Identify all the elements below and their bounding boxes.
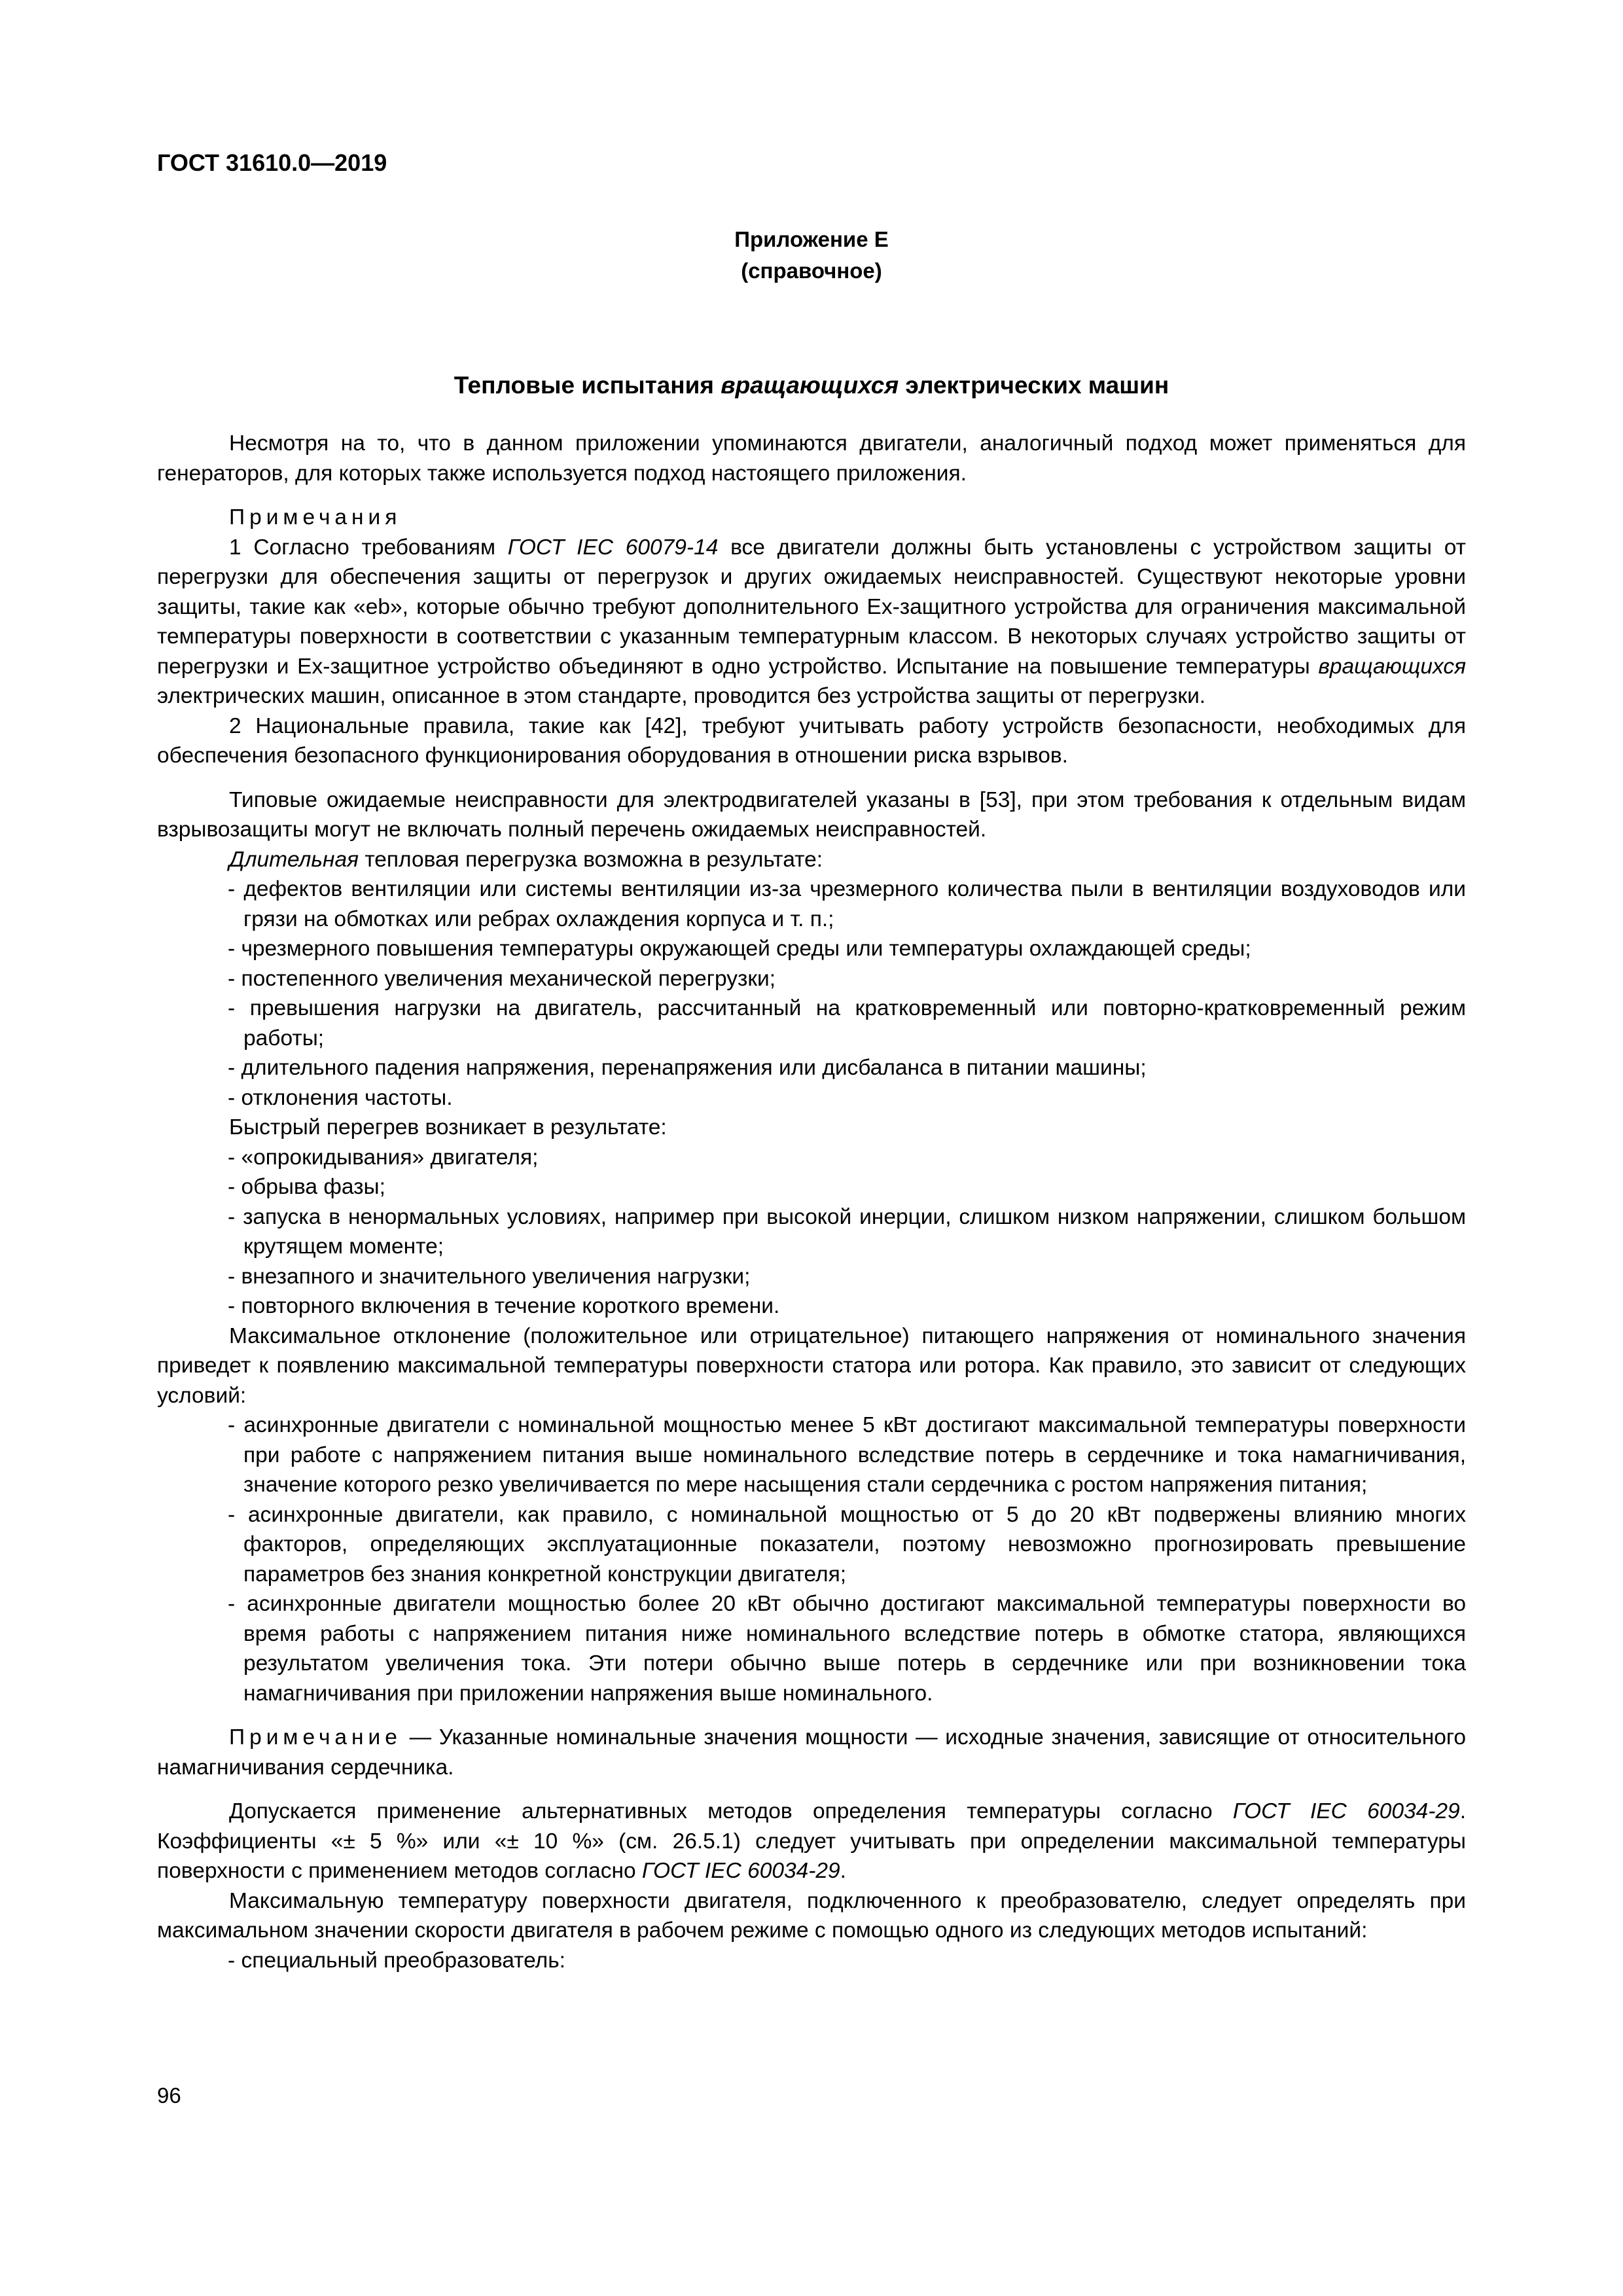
converter-paragraph: Максимальную температуру поверхности двигателя, подключенного к преобразователю, следует определять при максимальном значении скорости двигателя в рабочем режиме с помощью одного из следующих методов испытаний:: [157, 1888, 1466, 1943]
list-item: - дефектов вентиляции или системы вентиляции из-за чрезмерного количества пыли в вентиляции воздуховодов или грязи на обмотках или ребрах охлаждения корпуса и т. п.;: [157, 874, 1466, 934]
page-number: 96: [157, 2083, 181, 2108]
list-item: - запуска в ненормальных условиях, например при высокой инерции, слишком низком напряжении, слишком большом крутящем моменте;: [157, 1202, 1466, 1262]
list-item: - внезапного и значительного увеличения нагрузки;: [157, 1262, 1466, 1292]
list-item: - асинхронные двигатели с номинальной мощностью менее 5 кВт достигают максимальной температуры поверхности при работе с напряжением питания выше номинального вследствие потерь в сердечнике и тока намагничивания, значение которого резко увеличивается по мере насыщения стали сердечника с ростом напряжения питания;: [157, 1410, 1466, 1500]
notes-heading: Примечания: [229, 505, 402, 529]
fast-overheat-list: [157, 1143, 1466, 1321]
list-item: - «опрокидывания» двигателя;: [157, 1143, 1466, 1173]
long-overload-lead: Длительная тепловая перегрузка возможна в результате:: [229, 847, 823, 872]
list-item: - отклонения частоты.: [157, 1083, 1466, 1113]
deviation-list: [157, 1410, 1466, 1708]
power-note: Примечание — Указанные номинальные значения мощности — исходные значения, зависящие от относительного намагничивания сердечника.: [157, 1725, 1466, 1780]
converter-list: [157, 1946, 1466, 1976]
list-item: - постепенного увеличения механической перегрузки;: [157, 964, 1466, 994]
document-header: ГОСТ 31610.0—2019: [157, 149, 387, 176]
list-item: - повторного включения в течение короткого времени.: [157, 1291, 1466, 1321]
annex-label: Приложение Е: [734, 227, 889, 251]
list-item: - специальный преобразователь:: [157, 1946, 1466, 1976]
list-item: - асинхронные двигатели мощностью более 20 кВт обычно достигают максимальной температуры поверхности во время работы с напряжением питания ниже номинального вследствие потерь в обмотке статора, являющихся результатом увеличения тока. Эти потери обычно выше потерь в сердечнике или при возникновении тока намагничивания при приложении напряжения выше номинального.: [157, 1589, 1466, 1708]
deviation-paragraph: Максимальное отклонение (положительное или отрицательное) питающего напряжения от номинального значения приведет к появлению максимальной температуры поверхности статора или ротора. Как правило, это зависит от следующих условий:: [157, 1323, 1466, 1408]
list-item: - чрезмерного повышения температуры окружающей среды или температуры охлаждающей среды;: [157, 934, 1466, 964]
list-item: - обрыва фазы;: [157, 1172, 1466, 1202]
document-body: [157, 429, 1466, 1975]
list-item: - превышения нагрузки на двигатель, рассчитанный на кратковременный или повторно-кратковременный режим работы;: [157, 994, 1466, 1053]
annex-heading: [157, 224, 1466, 287]
list-item: - асинхронные двигатели, как правило, с номинальной мощностью от 5 до 20 кВт подвержены влиянию многих факторов, определяющих эксплуатационные показатели, поэтому невозможно прогнозировать превышение параметров без знания конкретной конструкции двигателя;: [157, 1500, 1466, 1590]
note-1: 1 Согласно требованиям ГОСТ IEC 60079-14 все двигатели должны быть установлены с устройством защиты от перегрузки для обеспечения защиты от перегрузок и других ожидаемых неисправностей. Существуют некоторые уровни защиты, такие как «eb», которые обычно требуют дополнительного Ex-защитного устройства для ограничения максимальной температуры поверхности в соответствии с указанным температурным классом. В некоторых случаях устройство защиты от перегрузки и Ex-защитное устройство объединяют в одно устройство. Испытание на повышение температуры вращающихся электрических машин, описанное в этом стандарте, проводится без устройства защиты от перегрузки.: [157, 535, 1466, 708]
list-item: - длительного падения напряжения, перенапряжения или дисбаланса в питании машины;: [157, 1053, 1466, 1083]
long-overload-list: [157, 874, 1466, 1113]
typical-faults-paragraph: Типовые ожидаемые неисправности для электродвигателей указаны в [53], при этом требования к отдельным видам взрывозащиты могут не включать полный перечень ожидаемых неисправностей.: [157, 787, 1466, 842]
fast-overheat-lead: Быстрый перегрев возникает в результате:: [229, 1115, 667, 1139]
section-title: Тепловые испытания вращающихся электрических машин: [454, 372, 1169, 399]
annex-type: (справочное): [741, 259, 882, 283]
note-2: 2 Национальные правила, такие как [42], требуют учитывать работу устройств безопасности, необходимых для обеспечения безопасного функционирования оборудования в отношении риска взрывов.: [157, 713, 1466, 768]
intro-paragraph: Несмотря на то, что в данном приложении упоминаются двигатели, аналогичный подход может применяться для генераторов, для которых также используется подход настоящего приложения.: [157, 431, 1466, 486]
alt-methods-paragraph: Допускается применение альтернативных методов определения температуры согласно ГОСТ IEC 60034-29. Коэффициенты «± 5 %» или «± 10 %» (см. 26.5.1) следует учитывать при определении максимальной температуры поверхности с применением методов согласно ГОСТ IEC 60034-29.: [157, 1799, 1467, 1883]
